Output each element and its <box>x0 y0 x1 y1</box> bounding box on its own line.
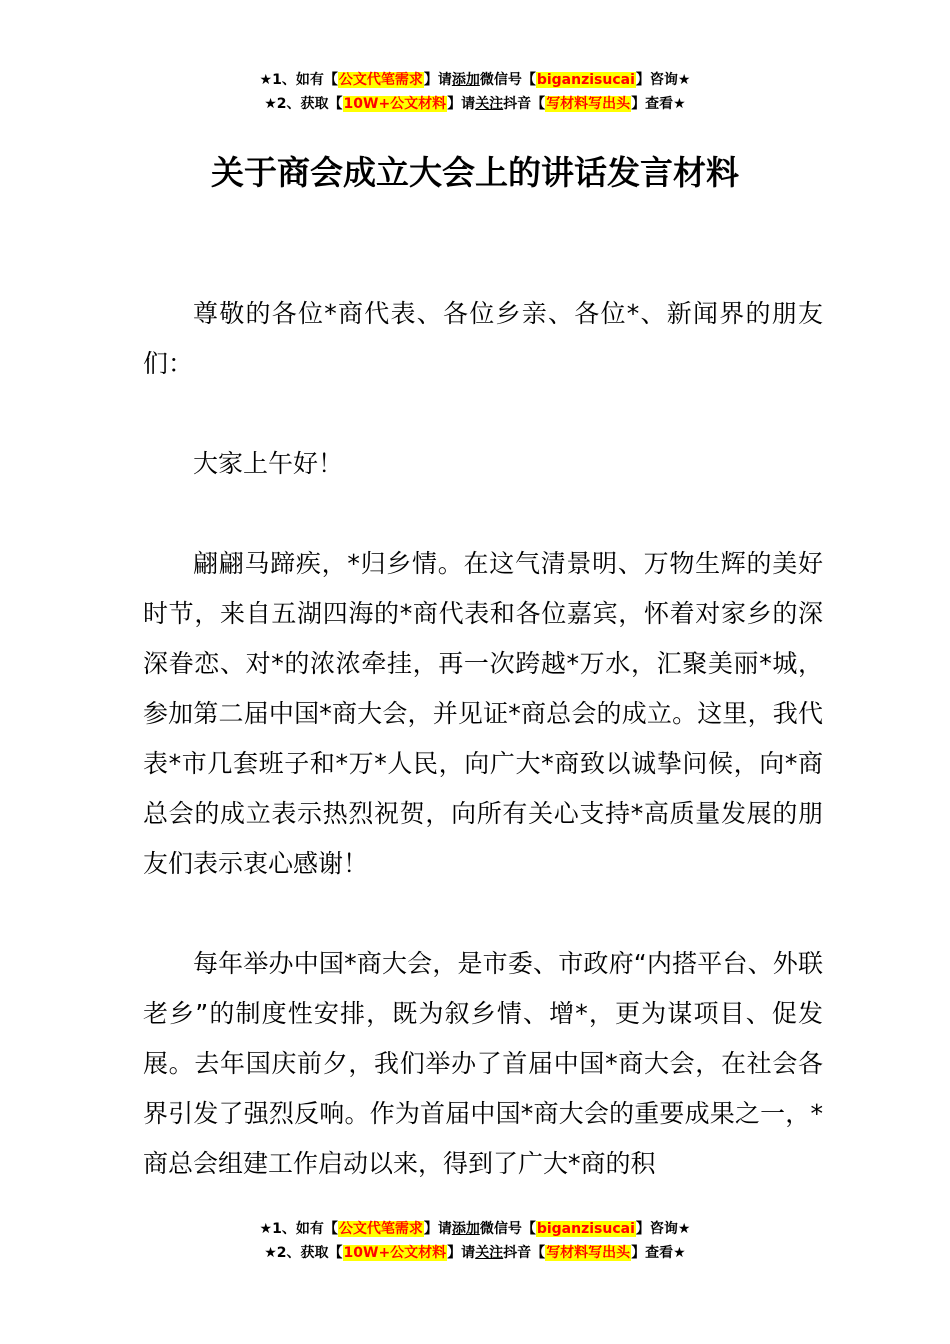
header-banner <box>0 68 950 116</box>
banner-emphasis: 关注 <box>475 1245 504 1261</box>
highlight-douyin-account: 写材料写出头 <box>546 1245 631 1261</box>
banner-text: 抖音【 <box>503 96 546 112</box>
banner-text: ★2、获取【 <box>264 96 343 112</box>
highlight-materials: 10W+公文材料 <box>343 96 447 112</box>
salutation-paragraph: 尊敬的各位*商代表、各位乡亲、各位*、新闻界的朋友们： <box>143 299 823 378</box>
banner-text: 】请 <box>447 96 476 112</box>
document-title: 关于商会成立大会上的讲话发言材料 <box>211 153 739 192</box>
highlight-wechat-id: biganzisucai <box>536 72 635 88</box>
banner-text: 抖音【 <box>503 1245 546 1261</box>
greeting-paragraph: 大家上午好！ <box>193 449 344 478</box>
banner-text: 】咨询★ <box>635 1221 691 1237</box>
banner-line-1 <box>0 1217 950 1241</box>
banner-text: ★1、如有【 <box>259 1221 338 1237</box>
banner-line-2 <box>0 1241 950 1265</box>
banner-line-2 <box>0 92 950 116</box>
banner-emphasis: 添加 <box>451 72 480 88</box>
banner-text: ★1、如有【 <box>259 72 338 88</box>
banner-text: 微信号【 <box>479 72 536 88</box>
banner-text: 】请 <box>447 1245 476 1261</box>
banner-text: 】咨询★ <box>635 72 691 88</box>
footer-banner <box>0 1217 950 1265</box>
highlight-douyin-account: 写材料写出头 <box>546 96 631 112</box>
banner-line-1 <box>0 68 950 92</box>
banner-emphasis: 关注 <box>475 96 504 112</box>
banner-text: 】查看★ <box>631 96 686 112</box>
banner-text: 】请 <box>423 1221 452 1237</box>
banner-text: ★2、获取【 <box>264 1245 343 1261</box>
body-paragraph: 翩翩马蹄疾，*归乡情。在这气清景明、万物生辉的美好时节，来自五湖四海的*商代表和各位嘉宾，怀着对家乡的深深眷恋、对*的浓浓牵挂，再一次跨越*万水，汇聚美丽*城，参加第二届中国*商大会，并见证*商总会的成立。这里，我代表*市几套班子和*万*人民，向广大*商致以诚挚问候，向*商总会的成立表示热烈祝贺，向所有关心支持*高质量发展的朋友们表示衷心感谢！ <box>143 549 823 878</box>
highlight-service: 公文代笔需求 <box>338 72 423 88</box>
banner-emphasis: 添加 <box>451 1221 480 1237</box>
body-paragraph: 每年举办中国*商大会，是市委、市政府“内搭平台、外联老乡”的制度性安排，既为叙乡情、增*，更为谋项目、促发展。去年国庆前夕，我们举办了首届中国*商大会，在社会各界引发了强烈反响。作为首届中国*商大会的重要成果之一，*商总会组建工作启动以来，得到了广大*商的积 <box>143 949 823 1178</box>
banner-text: 】请 <box>423 72 452 88</box>
banner-text: 微信号【 <box>479 1221 536 1237</box>
document-body <box>143 289 823 1189</box>
highlight-service: 公文代笔需求 <box>338 1221 423 1237</box>
banner-text: 】查看★ <box>631 1245 686 1261</box>
highlight-materials: 10W+公文材料 <box>343 1245 447 1261</box>
highlight-wechat-id: biganzisucai <box>536 1221 635 1237</box>
